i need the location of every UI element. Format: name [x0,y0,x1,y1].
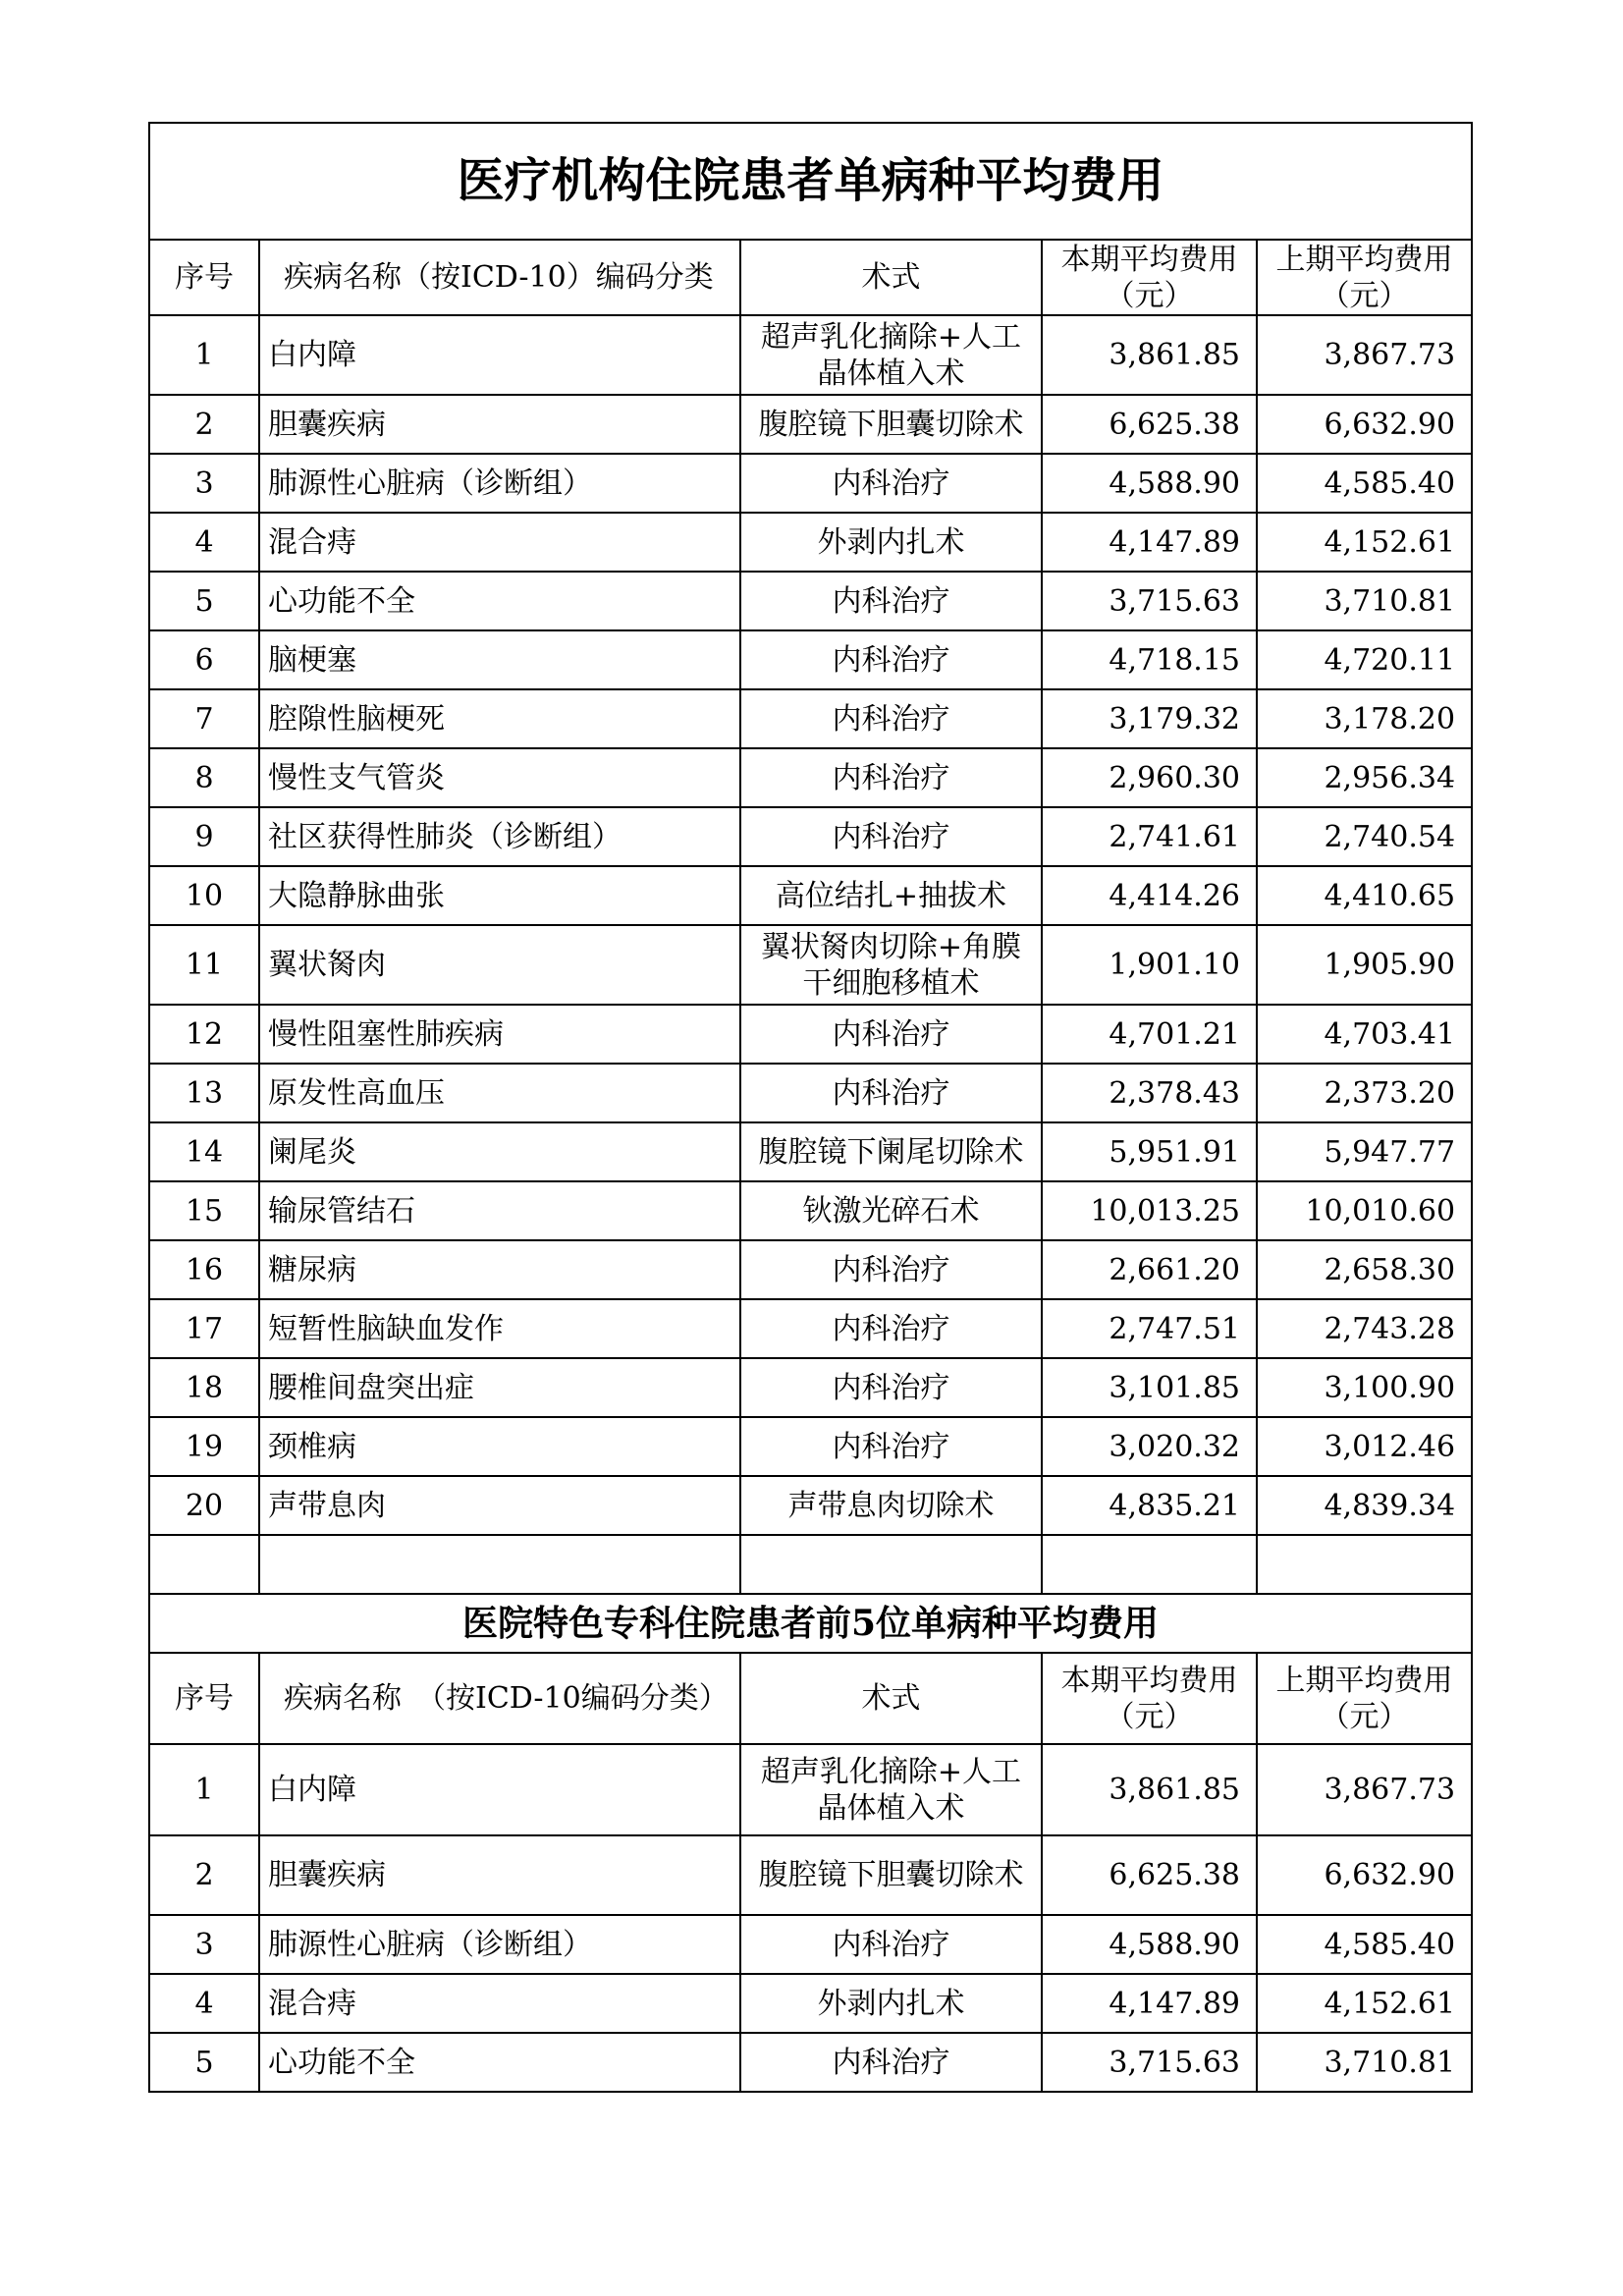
table-row [149,1476,1472,1535]
page-title: 医疗机构住院患者单病种平均费用 [149,123,1472,240]
table-row [149,1417,1472,1476]
row-disease: 社区获得性肺炎（诊断组） [259,807,740,866]
row-current-fee: 1,901.10 [1042,925,1257,1005]
row-current-fee: 2,661.20 [1042,1240,1257,1299]
row-seq: 13 [149,1064,259,1122]
table-row [149,1240,1472,1299]
row-disease: 混合痔 [259,513,740,572]
row-previous-fee: 2,373.20 [1257,1064,1472,1122]
col-seq-header: 序号 [149,240,259,315]
row-procedure: 内科治疗 [740,1915,1042,1974]
row-disease: 腰椎间盘突出症 [259,1358,740,1417]
row-previous-fee: 4,703.41 [1257,1005,1472,1064]
row-procedure: 内科治疗 [740,630,1042,689]
row-procedure: 声带息肉切除术 [740,1476,1042,1535]
row-disease: 颈椎病 [259,1417,740,1476]
row-current-fee: 4,701.21 [1042,1005,1257,1064]
row-disease: 大隐静脉曲张 [259,866,740,925]
row-previous-fee: 3,867.73 [1257,315,1472,395]
table-row [149,513,1472,572]
row-seq: 11 [149,925,259,1005]
table-row [149,1835,1472,1915]
row-seq: 4 [149,1974,259,2033]
row-procedure: 翼状胬肉切除+角膜干细胞移植术 [740,925,1042,1005]
row-current-fee: 2,741.61 [1042,807,1257,866]
row-previous-fee: 6,632.90 [1257,395,1472,454]
section-title: 医院特色专科住院患者前5位单病种平均费用 [149,1594,1472,1653]
table-row [149,1181,1472,1240]
row-seq: 12 [149,1005,259,1064]
row-seq: 5 [149,2033,259,2092]
row-previous-fee: 5,947.77 [1257,1122,1472,1181]
row-procedure: 内科治疗 [740,807,1042,866]
table-row [149,630,1472,689]
row-previous-fee: 6,632.90 [1257,1835,1472,1915]
col-previous-header: 上期平均费用（元） [1257,240,1472,315]
col-previous-header: 上期平均费用（元） [1257,1653,1472,1744]
row-procedure: 腹腔镜下胆囊切除术 [740,1835,1042,1915]
col-current-header: 本期平均费用（元） [1042,240,1257,315]
row-seq: 1 [149,315,259,395]
table-row [149,1358,1472,1417]
table-row [149,866,1472,925]
row-procedure: 外剥内扎术 [740,1974,1042,2033]
row-procedure: 超声乳化摘除+人工晶体植入术 [740,1744,1042,1835]
table-row [149,925,1472,1005]
row-seq: 18 [149,1358,259,1417]
row-disease: 肺源性心脏病（诊断组） [259,454,740,513]
table-row [149,1064,1472,1122]
table-row [149,454,1472,513]
row-previous-fee: 3,710.81 [1257,572,1472,630]
row-procedure: 腹腔镜下阑尾切除术 [740,1122,1042,1181]
row-previous-fee: 4,585.40 [1257,1915,1472,1974]
row-previous-fee: 10,010.60 [1257,1181,1472,1240]
col-name-header: 疾病名称（按ICD-10）编码分类 [259,240,740,315]
table-row [149,1122,1472,1181]
row-previous-fee: 4,152.61 [1257,1974,1472,2033]
row-previous-fee: 4,152.61 [1257,513,1472,572]
row-seq: 5 [149,572,259,630]
blank-cell [740,1535,1042,1594]
table-row [149,1005,1472,1064]
row-current-fee: 4,147.89 [1042,1974,1257,2033]
blank-row [149,1535,1472,1594]
row-current-fee: 5,951.91 [1042,1122,1257,1181]
row-disease: 阑尾炎 [259,1122,740,1181]
row-disease: 白内障 [259,315,740,395]
row-previous-fee: 3,710.81 [1257,2033,1472,2092]
col-current-header: 本期平均费用（元） [1042,1653,1257,1744]
row-current-fee: 3,861.85 [1042,315,1257,395]
blank-cell [1257,1535,1472,1594]
row-disease: 慢性阻塞性肺疾病 [259,1005,740,1064]
row-previous-fee: 2,743.28 [1257,1299,1472,1358]
row-current-fee: 3,715.63 [1042,572,1257,630]
row-seq: 7 [149,689,259,748]
row-previous-fee: 4,839.34 [1257,1476,1472,1535]
row-disease: 脑梗塞 [259,630,740,689]
row-disease: 翼状胬肉 [259,925,740,1005]
row-disease: 胆囊疾病 [259,1835,740,1915]
row-disease: 心功能不全 [259,572,740,630]
row-procedure: 内科治疗 [740,572,1042,630]
table-row [149,395,1472,454]
row-seq: 10 [149,866,259,925]
row-previous-fee: 2,740.54 [1257,807,1472,866]
row-disease: 慢性支气管炎 [259,748,740,807]
table-row [149,1744,1472,1835]
row-current-fee: 3,715.63 [1042,2033,1257,2092]
row-procedure: 内科治疗 [740,2033,1042,2092]
row-procedure: 内科治疗 [740,1005,1042,1064]
row-current-fee: 3,861.85 [1042,1744,1257,1835]
row-disease: 原发性高血压 [259,1064,740,1122]
row-previous-fee: 3,100.90 [1257,1358,1472,1417]
row-current-fee: 6,625.38 [1042,1835,1257,1915]
row-disease: 胆囊疾病 [259,395,740,454]
row-previous-fee: 3,012.46 [1257,1417,1472,1476]
row-disease: 肺源性心脏病（诊断组） [259,1915,740,1974]
row-procedure: 钬激光碎石术 [740,1181,1042,1240]
table-row [149,315,1472,395]
blank-cell [259,1535,740,1594]
row-procedure: 内科治疗 [740,1299,1042,1358]
row-seq: 19 [149,1417,259,1476]
row-current-fee: 6,625.38 [1042,395,1257,454]
row-current-fee: 4,835.21 [1042,1476,1257,1535]
row-seq: 1 [149,1744,259,1835]
row-previous-fee: 4,720.11 [1257,630,1472,689]
row-procedure: 外剥内扎术 [740,513,1042,572]
row-procedure: 内科治疗 [740,454,1042,513]
row-seq: 6 [149,630,259,689]
row-disease: 短暂性脑缺血发作 [259,1299,740,1358]
row-current-fee: 10,013.25 [1042,1181,1257,1240]
row-current-fee: 4,718.15 [1042,630,1257,689]
row-seq: 8 [149,748,259,807]
row-seq: 3 [149,1915,259,1974]
row-seq: 20 [149,1476,259,1535]
row-previous-fee: 2,658.30 [1257,1240,1472,1299]
row-disease: 心功能不全 [259,2033,740,2092]
fee-table [148,122,1473,2093]
blank-cell [149,1535,259,1594]
table-row [149,2033,1472,2092]
row-disease: 混合痔 [259,1974,740,2033]
table-row [149,689,1472,748]
row-procedure: 内科治疗 [740,689,1042,748]
row-current-fee: 3,179.32 [1042,689,1257,748]
row-procedure: 内科治疗 [740,1240,1042,1299]
row-previous-fee: 3,178.20 [1257,689,1472,748]
row-current-fee: 3,020.32 [1042,1417,1257,1476]
row-current-fee: 2,960.30 [1042,748,1257,807]
col-name-header: 疾病名称 （按ICD-10编码分类） [259,1653,740,1744]
row-seq: 4 [149,513,259,572]
row-disease: 白内障 [259,1744,740,1835]
row-previous-fee: 4,410.65 [1257,866,1472,925]
col-procedure-header: 术式 [740,240,1042,315]
col-procedure-header: 术式 [740,1653,1042,1744]
row-procedure: 高位结扎+抽拔术 [740,866,1042,925]
row-previous-fee: 4,585.40 [1257,454,1472,513]
row-disease: 声带息肉 [259,1476,740,1535]
row-current-fee: 4,588.90 [1042,454,1257,513]
row-previous-fee: 3,867.73 [1257,1744,1472,1835]
row-previous-fee: 1,905.90 [1257,925,1472,1005]
row-seq: 16 [149,1240,259,1299]
row-current-fee: 4,147.89 [1042,513,1257,572]
row-seq: 2 [149,395,259,454]
row-current-fee: 3,101.85 [1042,1358,1257,1417]
row-previous-fee: 2,956.34 [1257,748,1472,807]
row-seq: 3 [149,454,259,513]
row-current-fee: 4,414.26 [1042,866,1257,925]
row-disease: 腔隙性脑梗死 [259,689,740,748]
table-row [149,1915,1472,1974]
row-seq: 9 [149,807,259,866]
col-seq-header: 序号 [149,1653,259,1744]
row-procedure: 腹腔镜下胆囊切除术 [740,395,1042,454]
row-current-fee: 2,378.43 [1042,1064,1257,1122]
table-row [149,1299,1472,1358]
row-procedure: 内科治疗 [740,1064,1042,1122]
row-seq: 15 [149,1181,259,1240]
row-procedure: 超声乳化摘除+人工晶体植入术 [740,315,1042,395]
table-row [149,1974,1472,2033]
row-current-fee: 4,588.90 [1042,1915,1257,1974]
row-disease: 输尿管结石 [259,1181,740,1240]
table-row [149,572,1472,630]
row-procedure: 内科治疗 [740,1417,1042,1476]
table-row [149,807,1472,866]
row-procedure: 内科治疗 [740,748,1042,807]
row-seq: 2 [149,1835,259,1915]
row-seq: 17 [149,1299,259,1358]
row-seq: 14 [149,1122,259,1181]
table-row [149,748,1472,807]
row-current-fee: 2,747.51 [1042,1299,1257,1358]
row-disease: 糖尿病 [259,1240,740,1299]
row-procedure: 内科治疗 [740,1358,1042,1417]
blank-cell [1042,1535,1257,1594]
